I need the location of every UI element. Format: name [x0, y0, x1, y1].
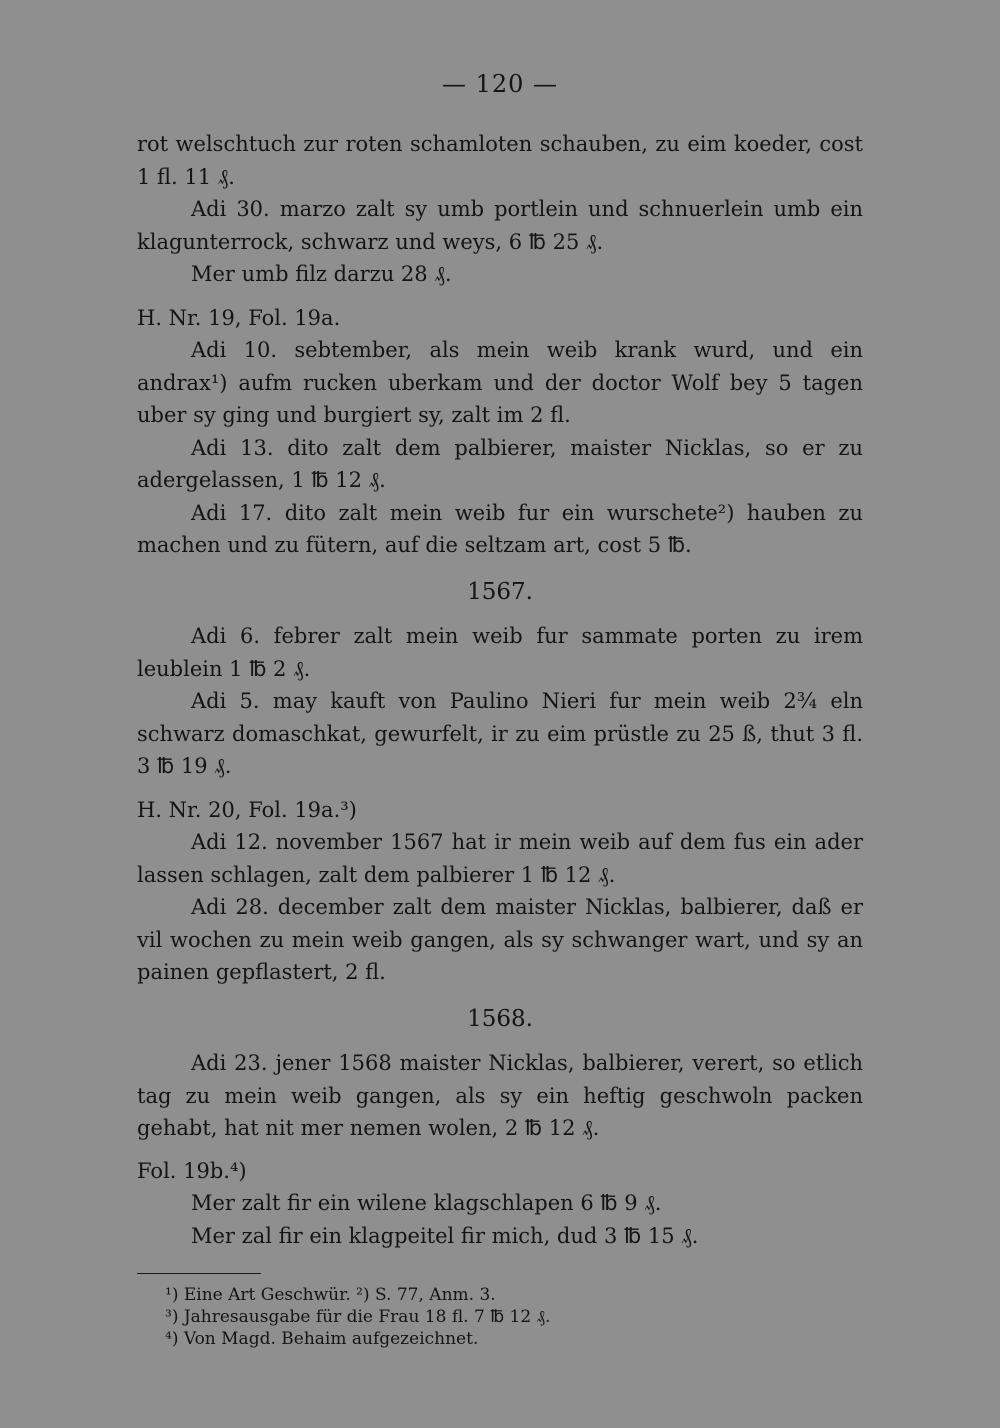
footnote: ⁴) Von Magd. Behaim aufgezeichnet. [165, 1329, 479, 1349]
section-heading: H. Nr. 20, Fol. 19a.³) [137, 797, 357, 822]
year-heading: 1567. [467, 578, 533, 605]
text-paragraph: Adi 28. december zalt dem maister Nicklas, balbierer, daß er vil wochen zu mein weib gangen, als sy schwanger wart, und sy an painen gepflastert, 2 fl. [137, 895, 863, 984]
text-paragraph: Adi 17. dito zalt mein weib fur ein wurschete²) hauben zu machen und zu fütern, auf die seltzam art, cost 5 ℔. [137, 500, 863, 557]
text-paragraph: Mer umb filz darzu 28 ₰. [191, 262, 452, 286]
footnote-divider [137, 1273, 261, 1274]
year-heading: 1568. [467, 1005, 533, 1032]
text-paragraph: Adi 23. jener 1568 maister Nicklas, balbierer, verert, so etlich tag zu mein weib gangen, als sy ein heftig geschwoln packen gehabt, hat nit mer nemen wolen, 2 ℔ 12 ₰. [137, 1051, 863, 1140]
main-text [137, 128, 863, 1252]
text-paragraph: Adi 10. sebtember, als mein weib krank wurd, und ein andrax¹) aufm rucken uberkam und der doctor Wolf bey 5 tagen uber sy ging und burgiert sy, zalt im 2 fl. [137, 338, 863, 427]
text-paragraph: Adi 30. marzo zalt sy umb portlein und schnuerlein umb ein klagunterrock, schwarz und weys, 6 ℔ 25 ₰. [137, 197, 863, 254]
footnotes [165, 1284, 765, 1350]
text-paragraph: Adi 5. may kauft von Paulino Nieri fur mein weib 2¾ eln schwarz domaschkat, gewurfelt, ir zu eim prüstle zu 25 ß, thut 3 fl. 3 ℔ 19 ₰. [137, 689, 863, 778]
footnote: ¹) Eine Art Geschwür. ²) S. 77, Anm. 3. [165, 1285, 496, 1305]
page-number: — 120 — [441, 70, 559, 98]
text-paragraph: Adi 6. febrer zalt mein weib fur sammate porten zu irem leublein 1 ℔ 2 ₰. [137, 624, 863, 681]
section-heading: Fol. 19b.⁴) [137, 1158, 247, 1183]
section-heading: H. Nr. 19, Fol. 19a. [137, 305, 341, 330]
text-paragraph: Mer zal fir ein klagpeitel fir mich, dud 3 ℔ 15 ₰. [191, 1223, 699, 1248]
text-paragraph: Mer zalt fir ein wilene klagschlapen 6 ℔ 9 ₰. [191, 1191, 662, 1215]
text-paragraph: rot welschtuch zur roten schamloten schauben, zu eim koeder, cost 1 fl. 11 ₰. [137, 132, 863, 189]
footnote: ³) Jahresausgabe für die Frau 18 fl. 7 ℔ 12 ₰. [165, 1307, 551, 1327]
text-paragraph: Adi 13. dito zalt dem palbierer, maister Nicklas, so er zu adergelassen, 1 ℔ 12 ₰. [137, 435, 863, 492]
text-paragraph: Adi 12. november 1567 hat ir mein weib auf dem fus ein ader lassen schlagen, zalt dem palbierer 1 ℔ 12 ₰. [137, 830, 863, 887]
